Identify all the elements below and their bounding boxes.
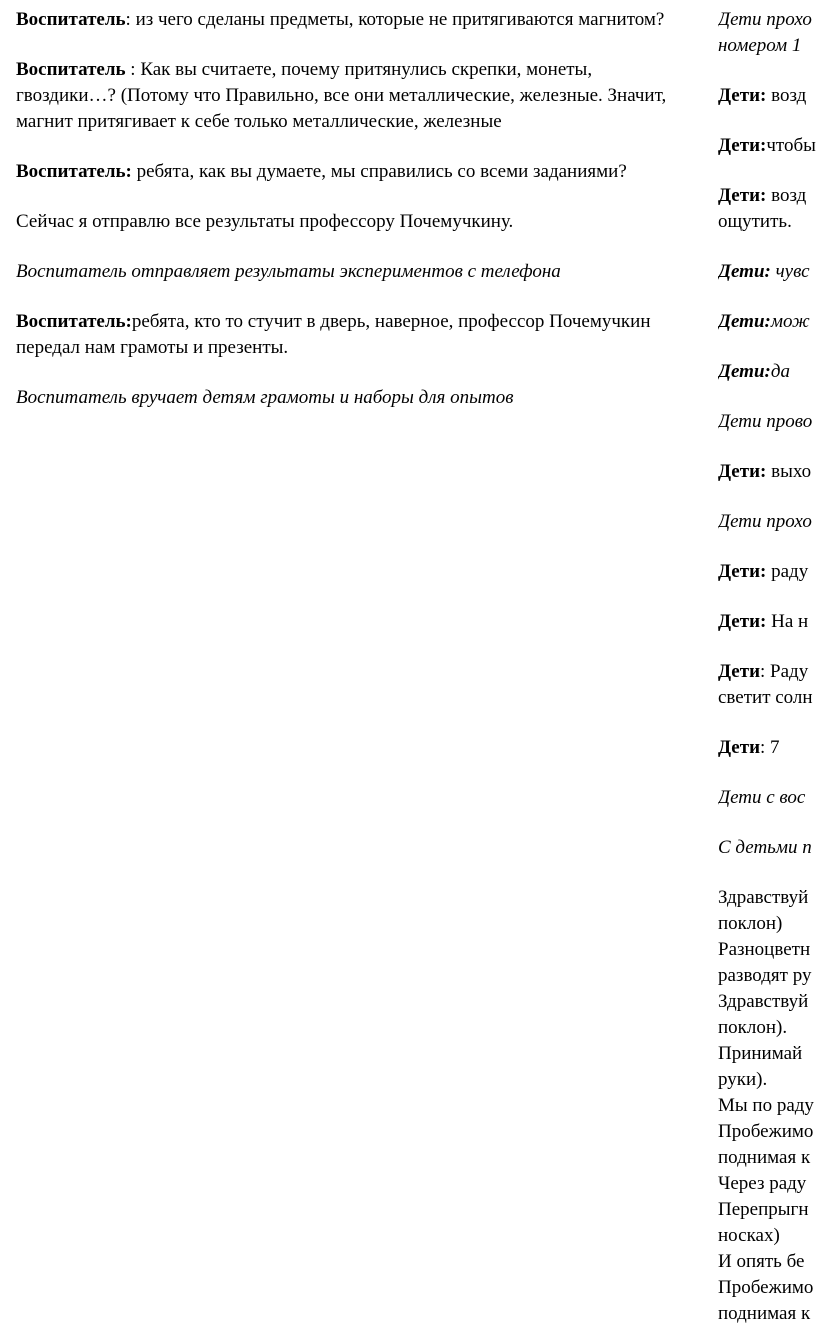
right-entry-3 — [718, 133, 816, 159]
speaker-label: Воспитатель: — [16, 161, 132, 182]
right-entry-1 — [718, 7, 816, 59]
poem-line: поклон). — [718, 1017, 788, 1038]
paragraph-4: Сейчас я отправлю все результаты профессору Почемучкину. — [16, 211, 514, 232]
right-entry-11 — [718, 559, 816, 585]
poem-line: Пробежимо — [718, 1277, 814, 1298]
poem-line: Здравствуй — [718, 887, 809, 908]
paragraph-3 — [16, 159, 676, 185]
poem-line: Пробежимо — [718, 1121, 814, 1142]
right-entry-4 — [718, 183, 816, 235]
stage-direction-2: Воспитатель вручает детям грамоты и наборы для опытов — [16, 387, 514, 408]
right-column — [718, 7, 816, 1327]
line: Дети прохо — [718, 9, 812, 30]
poem-line: поднимая к — [718, 1147, 811, 1168]
entry-text: : Раду — [760, 661, 809, 682]
right-entry-14 — [718, 735, 816, 761]
speaker-label: Дети: — [718, 611, 767, 632]
entry-text: чувс — [770, 261, 810, 282]
poem-line: Разноцветн — [718, 939, 811, 960]
poem-line: Мы по раду — [718, 1095, 814, 1116]
speaker-label: Дети: — [718, 461, 767, 482]
paragraph-text: ребята, как вы думаете, мы справились со всеми заданиями? — [131, 161, 627, 182]
poem-block — [718, 885, 816, 1327]
speaker-label: Дети: — [718, 311, 771, 332]
poem-line: И опять бе — [718, 1251, 805, 1272]
stage-direction-1: Воспитатель отправляет результаты экспериментов с телефона — [16, 261, 561, 282]
poem-line: носках) — [718, 1225, 780, 1246]
speaker-label: Дети: — [718, 261, 771, 282]
poem-line: разводят ру — [718, 965, 812, 986]
right-entry-10: Дети прохо — [718, 511, 812, 532]
poem-line: Через раду — [718, 1173, 807, 1194]
entry-text: мож — [770, 311, 810, 332]
speaker-label: Дети: — [718, 85, 767, 106]
speaker-label: Дети: — [718, 135, 767, 156]
speaker-label: Воспитатель: — [16, 311, 132, 332]
paragraph-text: : Как вы считаете, почему притянулись скрепки, монеты, гвоздики…? (Потому что Правильно, все они металлические, железные. Значит, магнит притягивает к себе только металлические, железные — [16, 59, 667, 132]
entry-text: возд — [766, 185, 807, 206]
paragraph-6 — [16, 309, 676, 361]
line: номером 1 — [718, 35, 802, 56]
speaker-label: Дети: — [718, 185, 767, 206]
paragraph-2 — [16, 57, 676, 135]
entry-text: да — [770, 361, 790, 382]
right-entry-6 — [718, 309, 816, 335]
poem-line: руки). — [718, 1069, 768, 1090]
right-entry-12 — [718, 609, 816, 635]
right-entry-8: Дети прово — [718, 411, 813, 432]
speaker-label: Дети: — [718, 561, 767, 582]
poem-line: Перепрыгн — [718, 1199, 809, 1220]
entry-text: раду — [766, 561, 809, 582]
right-entry-7 — [718, 359, 816, 385]
poem-line: Принимай — [718, 1043, 803, 1064]
entry-text: чтобы — [766, 135, 816, 156]
entry-text: возд — [766, 85, 807, 106]
speaker-label: Дети — [718, 661, 761, 682]
left-column — [16, 7, 676, 435]
speaker-label: Воспитатель — [16, 9, 126, 30]
paragraph-1 — [16, 7, 676, 33]
right-entry-16: С детьми п — [718, 837, 812, 858]
line: ощутить. — [718, 211, 792, 232]
paragraph-text: ребята, кто то стучит в дверь, наверное, профессор Почемучкин передал нам грамоты и презенты. — [16, 311, 651, 358]
speaker-label: Дети — [718, 737, 761, 758]
right-entry-15: Дети с вос — [718, 787, 806, 808]
speaker-label: Дети: — [718, 361, 771, 382]
paragraph-text: : из чего сделаны предметы, которые не притягиваются магнитом? — [125, 9, 665, 30]
right-entry-2 — [718, 83, 816, 109]
right-entry-5 — [718, 259, 816, 285]
entry-text: На н — [766, 611, 809, 632]
speaker-label: Воспитатель — [16, 59, 126, 80]
entry-text: : 7 — [760, 737, 780, 758]
right-entry-9 — [718, 459, 816, 485]
poem-line: поклон) — [718, 913, 783, 934]
poem-line: поднимая к — [718, 1303, 811, 1324]
line: светит солн — [718, 687, 813, 708]
right-entry-13 — [718, 659, 816, 711]
poem-line: Здравствуй — [718, 991, 809, 1012]
entry-text: выхо — [766, 461, 812, 482]
